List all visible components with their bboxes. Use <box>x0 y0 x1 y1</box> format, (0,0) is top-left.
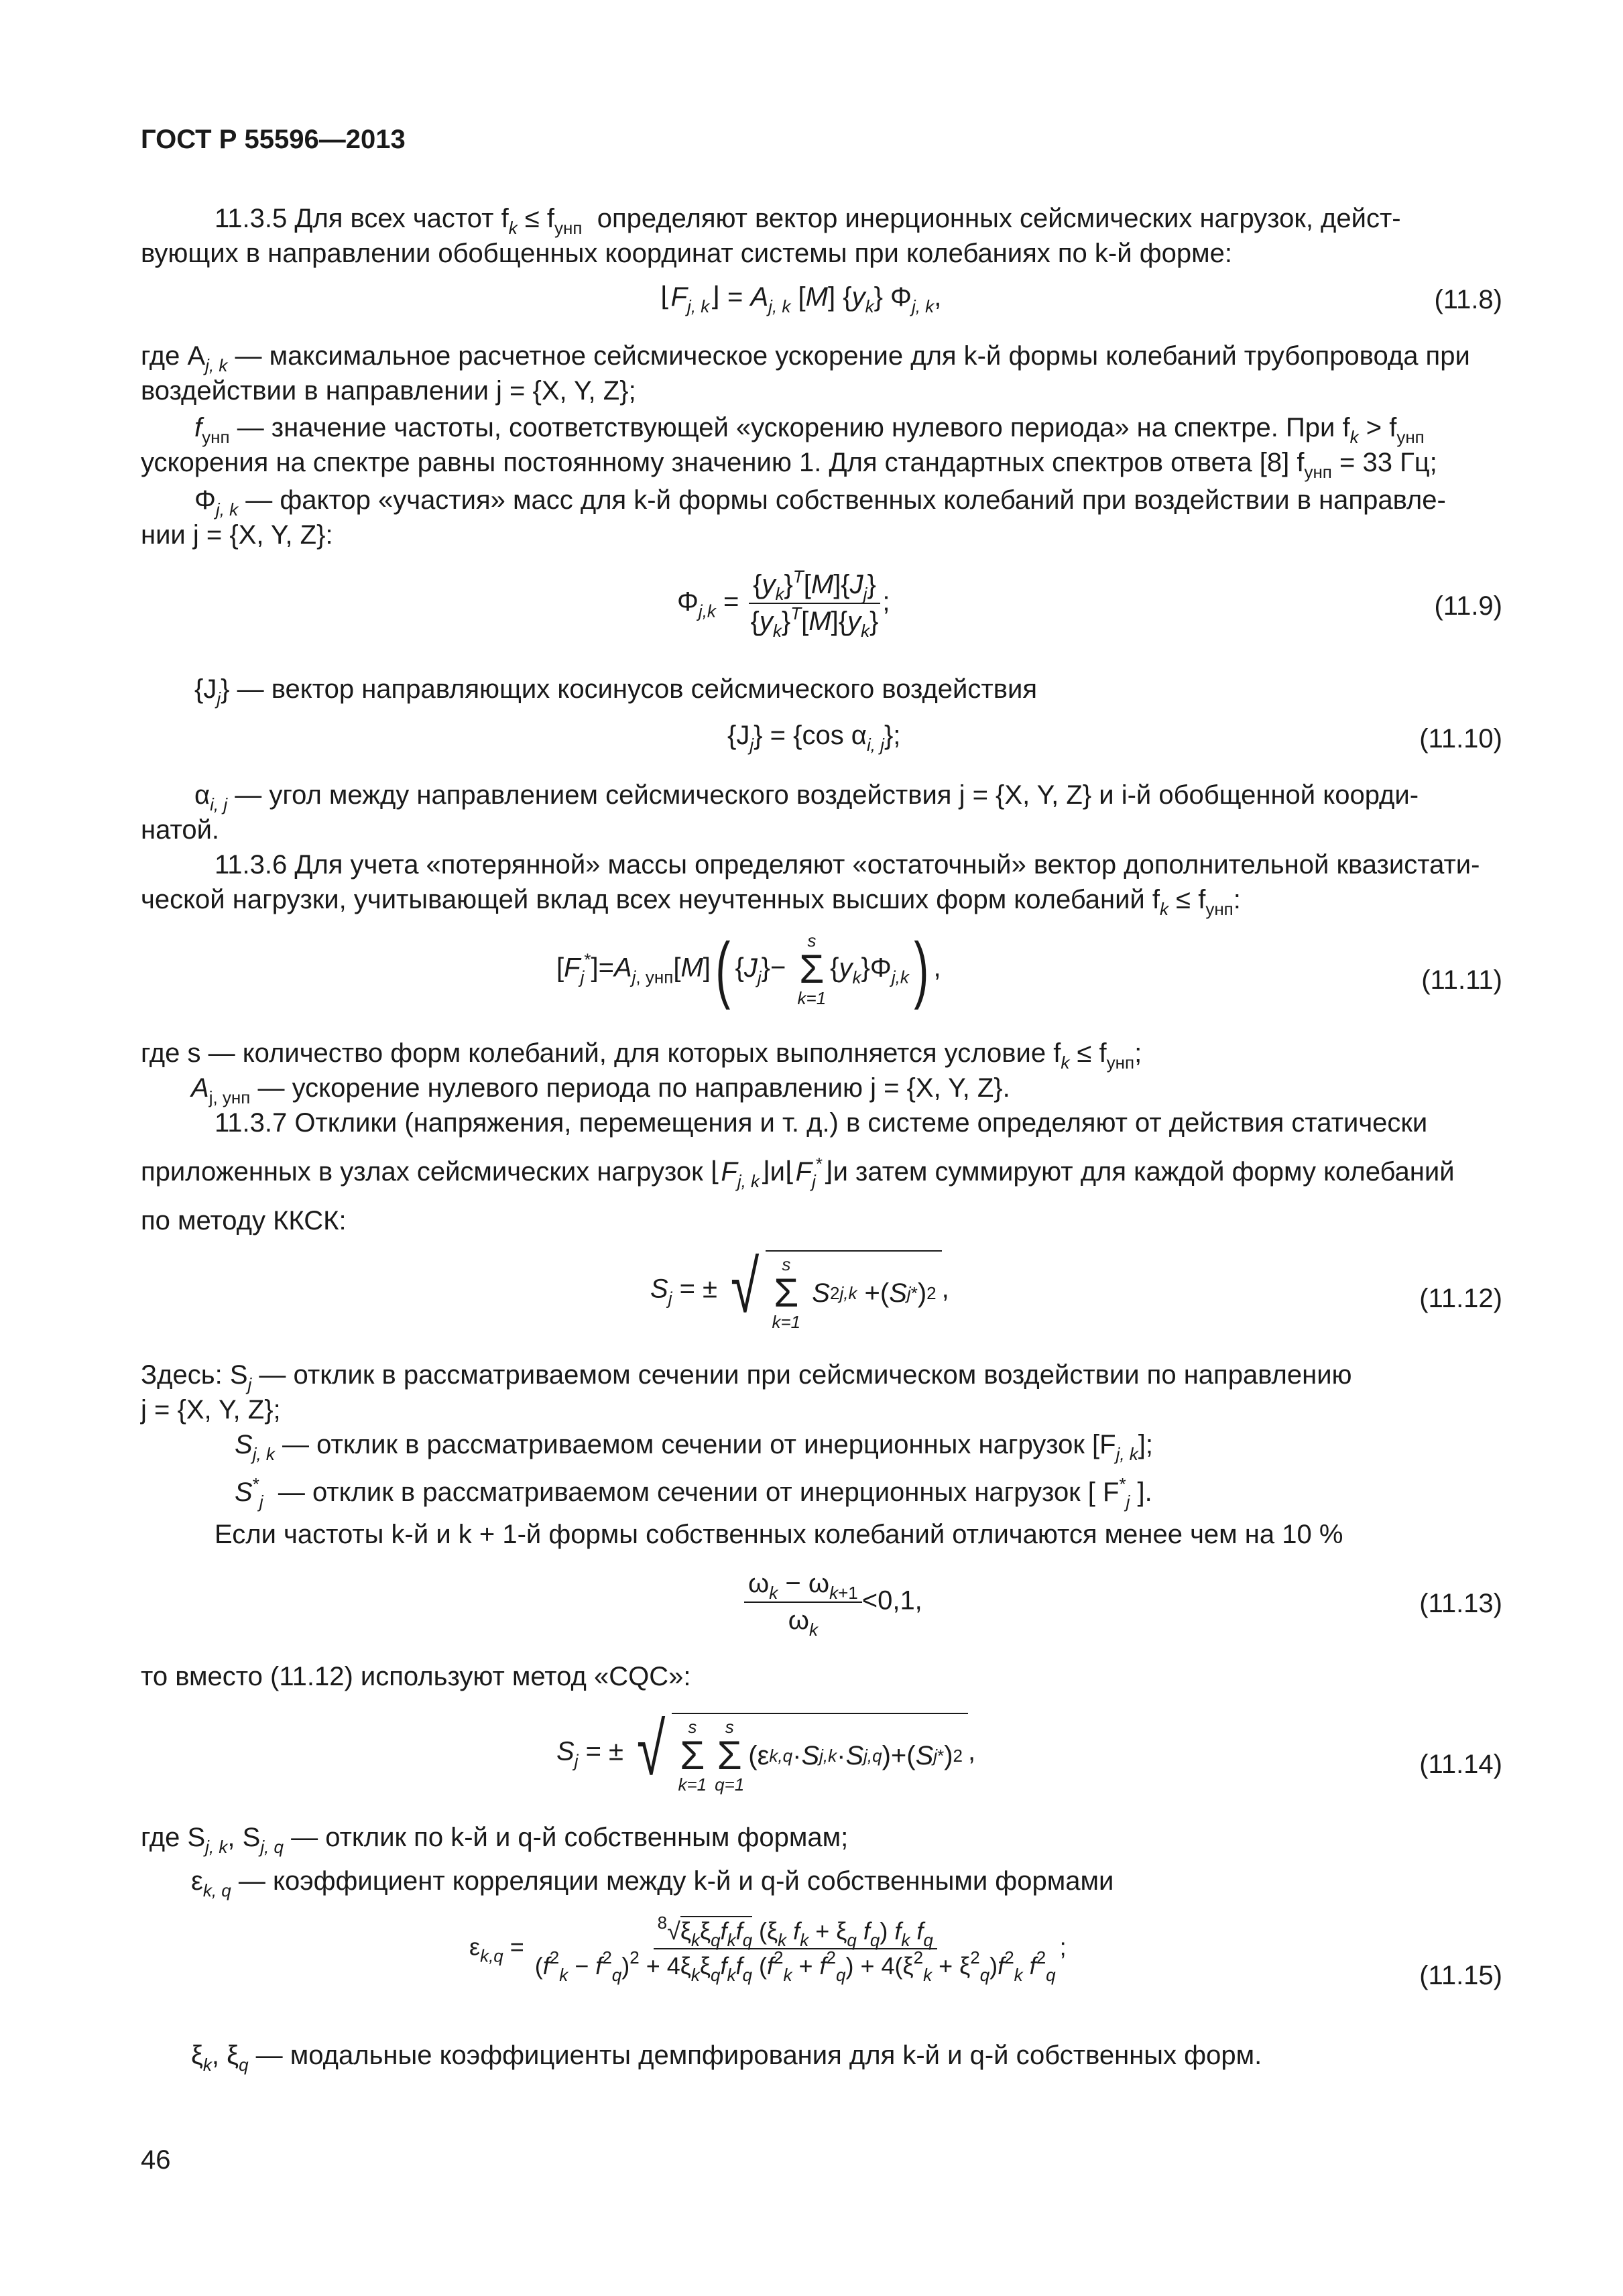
paragraph-f-unp-line2: ускорения на спектре равны постоянному значению 1. Для стандартных спектров ответа [8] $f_{унп} = 33$ Гц; <box>141 448 1437 482</box>
page-number: 46 <box>141 2145 171 2175</box>
paragraph-cqc: то вместо (11.12) используют метод «CQC»: <box>141 1662 691 1691</box>
equation-number-11-14: (11.14) <box>1419 1750 1502 1779</box>
paragraph-11-3-5-line2: вующих в направлении обобщенных координат системы при колебаниях по k-й форме: <box>141 239 1232 268</box>
paragraph-phi: $\Phi_{j, k}$ — фактор «участия» масс для k-й формы собственных колебаний при воздействии в направле- <box>194 485 1446 520</box>
equation-11-10: $\{J_j\} = \{\cos$ $\alpha_{i, j}$}; <box>727 721 901 755</box>
equation-number-11-10: (11.10) <box>1419 724 1502 753</box>
equation-number-11-9: (11.9) <box>1434 591 1502 621</box>
document-header: ГОСТ Р 55596—2013 <box>141 125 406 154</box>
paragraph-epsilon: $\varepsilon_{k, q}$ — коэффициент корреляции между k-й и q-й собственными формами <box>191 1866 1114 1900</box>
paragraph-Sj-star: $S^*_j$ — отклик в рассматриваемом сечении от инерционных нагрузок [ $F^*_j$ ]. <box>235 1474 1152 1512</box>
equation-number-11-13: (11.13) <box>1419 1589 1502 1618</box>
paragraph-alpha-line2: натой. <box>141 815 220 845</box>
paragraph-alpha: $\alpha_{i, j}$ — угол между направлением сейсмического воздействия j = {X, Y, Z} и i-й обобщенной коорди- <box>194 780 1419 814</box>
equation-number-11-8: (11.8) <box>1434 285 1502 314</box>
paragraph-11-3-7-line2: приложенных в узлах сейсмических нагрузок $⌊F_{j, k}⌋и⌊F_j^*⌋и$ затем суммируют для каждой форму колебаний <box>141 1154 1455 1191</box>
paragraph-11-3-7-line3: по методу ККСК: <box>141 1206 347 1235</box>
equation-11-13: $\frac{\omega_k - \omega_{k+1}}{\omega_k}$ <0,1, <box>744 1569 922 1636</box>
paragraph-f-unp: $f_{унп}$ — значение частоты, соответствующей «ускорению нулевого периода» на спектре. При $f_k > f_{унп}$ <box>194 413 1425 447</box>
equation-11-11: $[F_j^*]=A_{j, унп}[M]$( $\{J_j\}-$ s Σ k=1 $\{y_k\}\Phi_{j,k}$) , <box>556 928 941 1010</box>
equation-11-15: $\varepsilon_{k,q}$ = $\frac{^8√\xi_k\xi_qf_kf_q (\xi_k f_k + \xi_q f_q) f_k f_q}{(f^2_k - f^2_q)^2 + 4\xi_k\xi_qf_kf_q (f^2_k + f^2_q) + 4(\xi^2_k + \xi^2_q)f^2_k f^2_q}$ ; <box>469 1913 1067 1985</box>
paragraph-11-3-6-line2: ческой нагрузки, учитывающей вклад всех неучтенных высших форм колебаний $f_k \le f_{унп}$: <box>141 885 1241 919</box>
paragraph-where-s: где s — количество форм колебаний, для которых выполняется условие $f_k \le f_{унп}$; <box>141 1038 1142 1073</box>
equation-11-8: $⌊F_{j, k}⌋ = A_{j, k}$ [M] $\{y_k\}$ $\Phi_{j, k}$, <box>660 282 942 316</box>
paragraph-where-Sjk-Sjq: где $S_{j, k}$, $S_{j, q}$ — отклик по k-й и q-й собственным формам; <box>141 1823 849 1857</box>
paragraph-11-3-5-line1: 11.3.5 Для всех частот $f_k \le f_{унп}$ определяют вектор инерционных сейсмических нагрузок, дейст- <box>215 204 1401 238</box>
equation-11-14: $S_j$ = ± √ s Σ k=1 s Σ q=1 (ε k,q · S j,k · S j,q )+( S j * ) 2 , <box>556 1708 976 1795</box>
equation-11-12: $S_j$ = ± √ s Σ k=1 S 2 j,k +( S j * ) 2 , <box>650 1246 949 1332</box>
paragraph-where-A-line2: воздействии в направлении j = {X, Y, Z}; <box>141 376 636 406</box>
paragraph-frequencies: Если частоты k-й и k + 1-й формы собственных колебаний отличаются менее чем на 10 % <box>215 1520 1343 1549</box>
equation-11-9: $\Phi_{j,k}$ = $\frac{\{y_k\}^T[M]\{J_j\}}{\{y_k\}^T[M]\{y_k\}}$ ; <box>677 566 890 641</box>
paragraph-here-Sj-line2: j = {X, Y, Z}; <box>141 1395 281 1425</box>
paragraph-here-Sj: Здесь: $S_j$ — отклик в рассматриваемом сечении при сейсмическом воздействии по направлению <box>141 1360 1352 1394</box>
equation-number-11-15: (11.15) <box>1419 1961 1502 1990</box>
equation-number-11-12: (11.12) <box>1419 1284 1502 1313</box>
paragraph-where-A: где $A_{j, k}$ — максимальное расчетное сейсмическое ускорение для k-й формы колебаний трубопровода при <box>141 341 1470 375</box>
equation-number-11-11: (11.11) <box>1421 965 1502 995</box>
paragraph-Jj: $\{J_j\}$ — вектор направляющих косинусов сейсмического воздействия <box>194 674 1037 709</box>
paragraph-11-3-7-line1: 11.3.7 Отклики (напряжения, перемещения и т. д.) в системе определяют от действия статически <box>215 1108 1428 1138</box>
paragraph-A-unp: $A_{j, унп}$ — ускорение нулевого периода по направлению j = {X, Y, Z}. <box>191 1073 1010 1107</box>
paragraph-xi: $\xi_k$, $\xi_q$ — модальные коэффициенты демпфирования для k-й и q-й собственных форм. <box>191 2041 1262 2075</box>
paragraph-Sjk: $S_{j, k}$ — отклик в рассматриваемом сечении от инерционных нагрузок $[F_{j, k}]$; <box>235 1430 1154 1464</box>
paragraph-phi-line2: нии j = {X, Y, Z}: <box>141 520 333 550</box>
paragraph-11-3-6-line1: 11.3.6 Для учета «потерянной» массы определяют «остаточный» вектор дополнительной квазистати- <box>215 850 1480 880</box>
